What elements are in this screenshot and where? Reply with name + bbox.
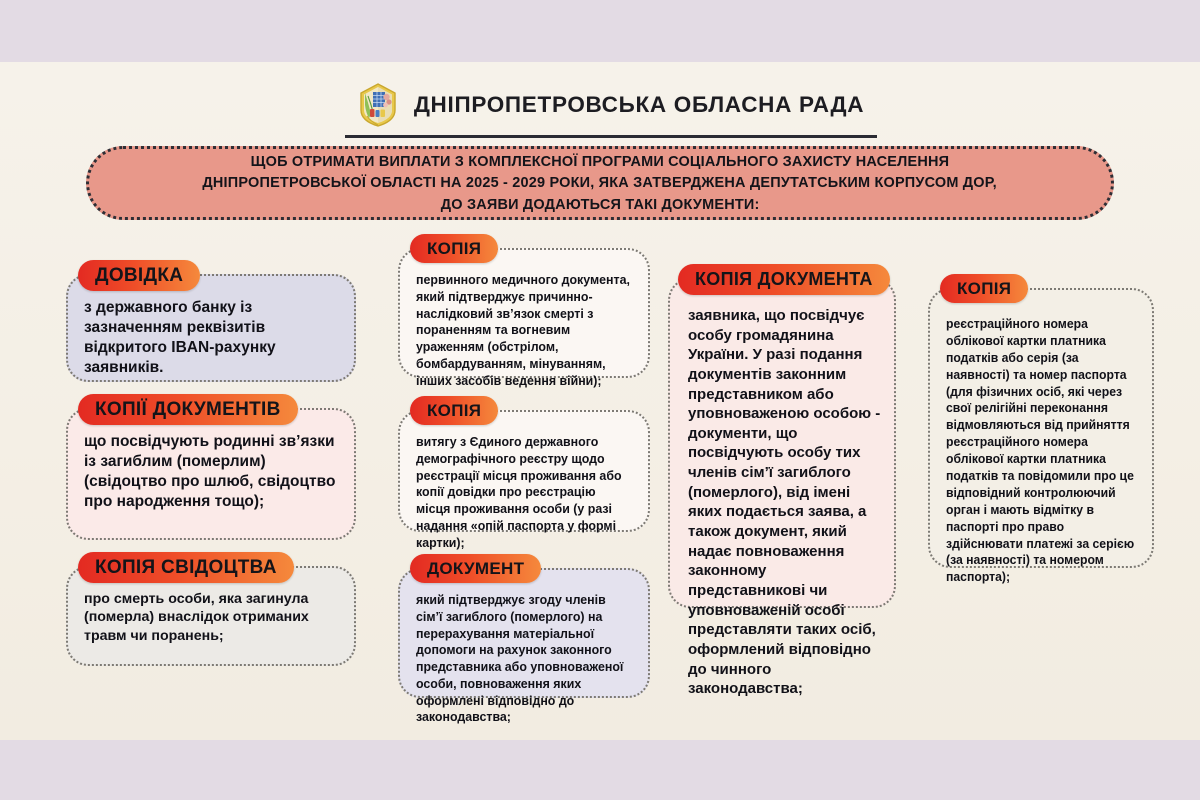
- card-kopia-medychnoho-badge: КОПІЯ: [410, 234, 498, 263]
- card-kopia-reiestratsiinoho: [928, 279, 1154, 585]
- card-dovidka-badge: ДОВІДКА: [78, 260, 200, 291]
- card-kopia-svidotstva-badge: КОПІЯ СВІДОЦТВА: [78, 552, 294, 583]
- masthead-divider: [345, 135, 877, 138]
- masthead-title: ДНІПРОПЕТРОВСЬКА ОБЛАСНА РАДА: [413, 92, 865, 117]
- banner-line-1: ЩОБ ОТРИМАТИ ВИПЛАТИ З КОМПЛЕКСНОЇ ПРОГРАМИ СОЦІАЛЬНОГО ЗАХИСТУ НАСЕЛЕННЯ: [250, 153, 950, 171]
- card-kopia-dokumenta: [668, 269, 896, 698]
- card-kopia-medychnoho: [398, 239, 650, 388]
- card-dokument-badge: ДОКУМЕНТ: [410, 554, 541, 583]
- card-kopia-dokumenta-text: заявника, що посвідчує особу громадянина України. У разі подання документів законним представником або уповноваженою особою - документи, що посвідчують особу тих членів сім’ї загиблого (померлого), від імені яких подається заява, а також документ, який надає повноваження законному представникові чи уповноваженій особі представляти таких осіб, оформлений відповідно до чинного законодавства;: [688, 307, 881, 698]
- banner-line-3: ДО ЗАЯВИ ДОДАЮТЬСЯ ТАКІ ДОКУМЕНТИ:: [440, 195, 760, 213]
- card-kopia-reiestratsiinoho-badge: КОПІЯ: [940, 274, 1028, 303]
- card-kopia-svidotstva: [66, 557, 356, 666]
- card-kopia-svidotstva-text: про смерть особи, яка загинула (померла) внаслідок отриманих травм чи поранень;: [84, 591, 309, 644]
- card-kopia-vytiahu-text: витягу з Єдиного державного демографічного реєстру щодо реєстрації місця проживання або копії довідки про реєстрацію місця проживання особи (у разі надання «опій паспорта у формі картки);: [416, 434, 622, 550]
- banner-line-2: ДНІПРОПЕТРОВСЬКОЇ ОБЛАСТІ НА 2025 - 2029 РОКИ, ЯКА ЗАТВЕРДЖЕНА ДЕПУТАТСЬКИМ КОРПУСОМ ДОР,: [202, 174, 998, 192]
- card-kopia-vytiahu-badge: КОПІЯ: [410, 396, 498, 425]
- card-kopia-reiestratsiinoho-text: реєстраційного номера облікової картки платника податків або серія (за наявності) та номер паспорта (для фізичних осіб, які через свої релігійні переконання відмовляються від прийняття реєстраційного номера облікової картки платника податків та повідомили про це відповідний контролюючий орган і мають відмітку в паспорті про право здійснювати платежі за серією (за наявності) та номером паспорта);: [946, 316, 1135, 585]
- masthead: [345, 80, 877, 140]
- card-kopii-dokumentiv-badge: КОПІЇ ДОКУМЕНТІВ: [78, 394, 298, 425]
- card-kopii-dokumentiv: [66, 399, 356, 540]
- card-kopia-medychnoho-text: первинного медичного документа, який підтверджує причинно-наслідковий зв’язок смерті з пораненням та вогневим ураженням (обстрілом, бомбардуванням, мінуванням, інших засобів ведення війни);: [416, 272, 630, 388]
- card-kopii-dokumentiv-text: що посвідчують родинні зв’язки із загиблим (померлим) (свідоцтво про шлюб, свідоцтво про народження тощо);: [84, 433, 336, 511]
- card-dovidka-text: з державного банку із зазначенням реквізитів відкритого IBAN-рахунку заявників.: [84, 299, 276, 377]
- card-dokument-text: який підтверджує згоду членів сім’ї загиблого (померлого) на перерахування матеріальної допомоги на рахунок законного представника або уповноваженої особи, повноваження яких оформлені відповідно до законодавства;: [416, 592, 624, 725]
- main-banner: [86, 146, 1114, 220]
- card-dokument: [398, 559, 650, 725]
- card-kopia-vytiahu: [398, 401, 650, 550]
- card-kopia-dokumenta-badge: КОПІЯ ДОКУМЕНТА: [678, 264, 890, 295]
- card-dovidka: [66, 265, 356, 382]
- dnipropetrovsk-oblast-coat-of-arms-icon: [358, 83, 398, 127]
